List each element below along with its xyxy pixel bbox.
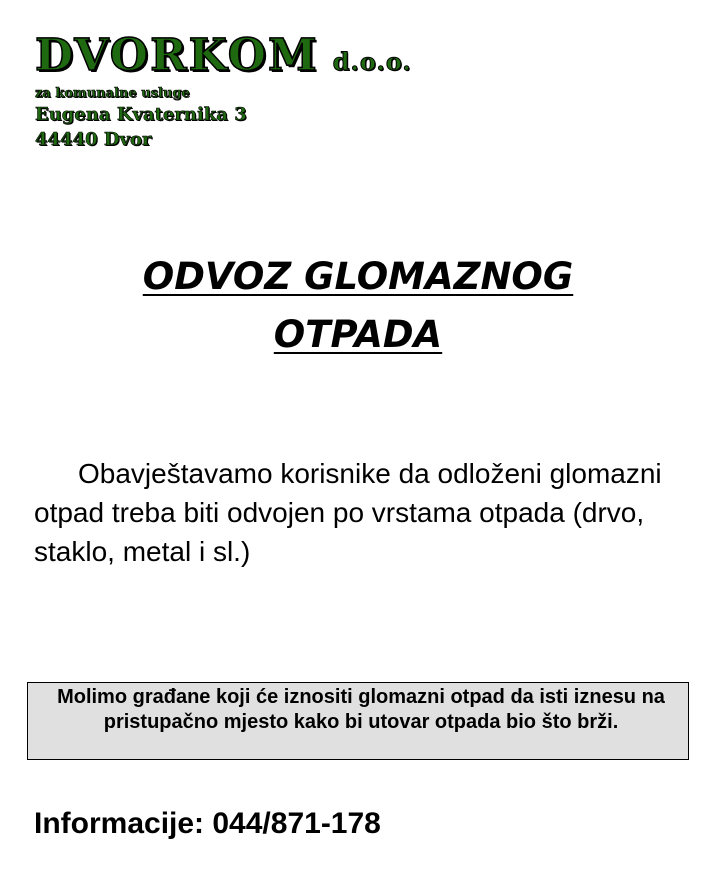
company-tagline: za komunalne usluge [35, 86, 190, 101]
title-line-1: ODVOZ GLOMAZNOG [142, 255, 574, 298]
company-name: DVORKOM [35, 30, 319, 81]
document-title [0, 248, 716, 364]
contact-info: Informacije: 044/871-178 [34, 807, 381, 840]
company-title-line [35, 30, 695, 81]
notice-paragraph: Obavještavamo korisnike da odloženi glomazni otpad treba biti odvojen po vrstama otpada (drvo, staklo, metal i sl.) [34, 458, 662, 567]
boxed-notice: Molimo građane koji će iznositi glomazni otpad da isti iznesu na pristupačno mjesto kako bi utovar otpada bio što brži. [27, 682, 689, 760]
company-city: 44440 Dvor [35, 129, 152, 150]
company-suffix: d.o.o. [332, 47, 412, 76]
company-header [35, 30, 695, 152]
company-street: Eugena Kvaternika 3 [35, 104, 247, 125]
title-line-2: OTPADA [273, 313, 443, 356]
